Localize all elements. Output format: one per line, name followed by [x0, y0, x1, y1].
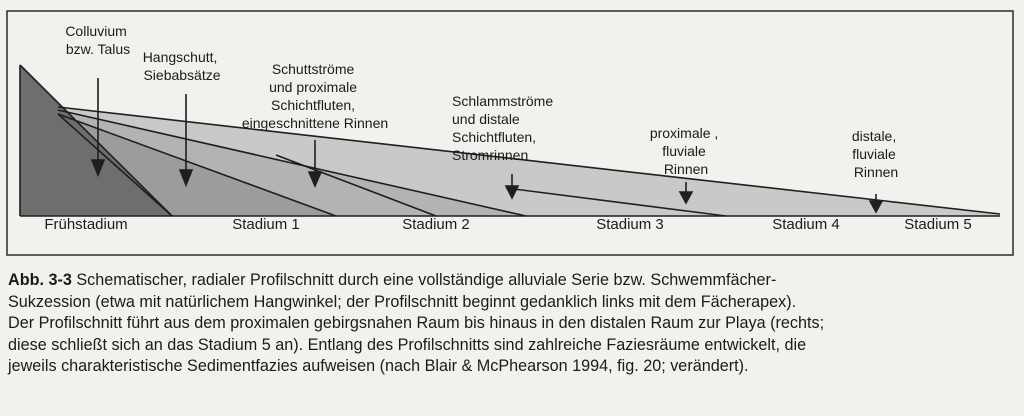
label-colluvium-line2: bzw. Talus	[65, 41, 131, 57]
caption-text-1: Schematischer, radialer Profilschnitt durch eine vollständige alluviale Serie bzw. Schwemmfächer-	[71, 271, 777, 289]
caption-line-2: Sukzession (etwa mit natürlichem Hangwinkel; der Profilschnitt beginnt gedanklich links mit dem Fächerapex).	[8, 292, 797, 311]
label-schlammstroeme-line1: Schlammströme	[452, 93, 554, 109]
label-proximale-line2: fluviale	[662, 143, 706, 159]
label-schlammstroeme	[452, 93, 557, 163]
stage-label-stadium1: Stadium 1	[232, 216, 300, 233]
label-schuttstroeme	[242, 61, 388, 131]
stage-label-fruehstadium: Frühstadium	[44, 216, 128, 233]
caption-line-5: jeweils charakteristische Sedimentfazies aufweisen (nach Blair & McPhearson 1994, fig. 20; verändert).	[8, 357, 749, 376]
label-distale-line1: distale,	[851, 128, 897, 144]
label-proximale-line1: proximale ,	[649, 125, 719, 141]
label-schlammstroeme-line4: Stromrinnen	[452, 147, 529, 163]
label-hangschutt	[143, 49, 222, 83]
stage-label-stadium3: Stadium 3	[596, 216, 664, 233]
label-schuttstroeme-line4: eingeschnittene Rinnen	[241, 115, 389, 131]
label-colluvium-line1: Colluvium	[65, 23, 127, 39]
caption-line-4: diese schließt sich an das Stadium 5 an). Entlang des Profilschnitts sind zahlreiche Faziesräume entwickelt, die	[8, 335, 807, 354]
figure-caption	[8, 270, 1016, 378]
label-hangschutt-line1: Hangschutt,	[142, 49, 218, 65]
profile-svg	[6, 10, 1016, 256]
label-distale-line2: fluviale	[852, 146, 896, 162]
label-schuttstroeme-line1: Schuttströme	[271, 61, 355, 77]
label-distale-line3: Rinnen	[853, 164, 899, 180]
label-proximale	[650, 125, 722, 177]
label-schuttstroeme-line3: Schichtfluten,	[271, 97, 356, 113]
stage-label-stadium5: Stadium 5	[904, 216, 972, 233]
label-schuttstroeme-line2: und proximale	[269, 79, 358, 95]
caption-label: Abb. 3-3	[8, 271, 72, 289]
stage-label-stadium4: Stadium 4	[772, 216, 840, 233]
caption-line-1	[8, 270, 1016, 292]
label-distale	[852, 128, 900, 180]
profile-diagram	[6, 10, 1016, 256]
label-schlammstroeme-line3: Schichtfluten,	[452, 129, 537, 145]
label-colluvium	[65, 23, 130, 57]
label-schlammstroeme-line2: und distale	[452, 111, 520, 127]
label-hangschutt-line2: Siebabsätze	[143, 67, 221, 83]
caption-line-3: Der Profilschnitt führt aus dem proximalen gebirgsnahen Raum bis hinaus in den distalen Raum zur Playa (rechts;	[8, 314, 825, 333]
stage-label-stadium2: Stadium 2	[402, 216, 470, 233]
label-proximale-line3: Rinnen	[663, 161, 709, 177]
